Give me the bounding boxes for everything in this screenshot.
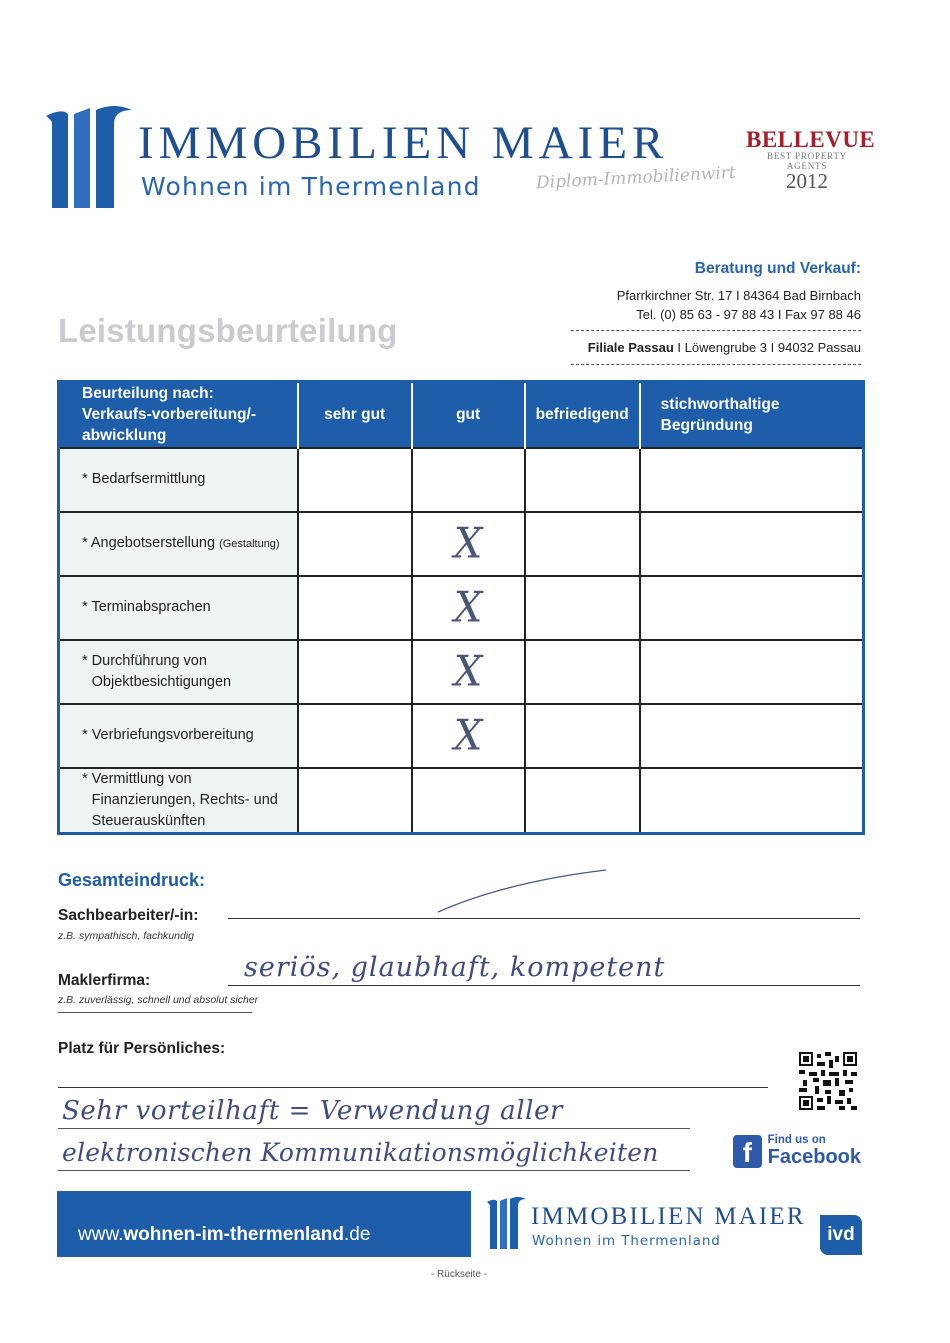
personal-text-line-2: elektronischen Kommunikationsmöglichkeiten bbox=[62, 1138, 659, 1167]
pen-stroke-icon bbox=[436, 868, 608, 916]
rating-table bbox=[57, 380, 865, 835]
logo-mark-icon bbox=[44, 104, 134, 210]
divider bbox=[571, 330, 861, 331]
criterion-label: Terminabsprachen bbox=[91, 599, 211, 615]
criterion-note: (Gestaltung) bbox=[219, 537, 280, 550]
facebook-badge[interactable] bbox=[733, 1131, 861, 1171]
criterion-cell bbox=[59, 640, 298, 704]
check-mark: X bbox=[453, 711, 483, 760]
divider bbox=[58, 1012, 252, 1013]
personal-text-line-1: Sehr vorteilhaft = Verwendung aller bbox=[62, 1096, 564, 1126]
facebook-text bbox=[768, 1134, 861, 1168]
check-mark: X bbox=[453, 647, 483, 696]
overall-heading: Gesamteindruck: bbox=[58, 870, 206, 890]
cell-very-good[interactable] bbox=[298, 640, 412, 704]
cell-reason[interactable] bbox=[640, 768, 864, 834]
brand-tagline: Wohnen im Thermenland bbox=[141, 172, 481, 201]
table-row bbox=[59, 448, 864, 512]
header-criteria bbox=[59, 382, 298, 448]
agent-hint: z.B. sympathisch, fachkundig bbox=[58, 930, 194, 942]
contact-phone: Tel. (0) 85 63 - 97 88 43 I Fax 97 88 46 bbox=[636, 307, 861, 322]
cell-satisfactory[interactable] bbox=[525, 768, 640, 834]
qr-code-icon[interactable] bbox=[799, 1052, 857, 1110]
personal-line[interactable] bbox=[58, 1170, 690, 1171]
cell-reason[interactable] bbox=[640, 512, 864, 576]
award-subtitle: BEST PROPERTY AGENTS bbox=[767, 151, 847, 171]
criterion-cell bbox=[59, 576, 298, 640]
criterion-label: Durchführung von Objektbesichtigungen bbox=[91, 652, 232, 690]
cell-good[interactable] bbox=[412, 512, 525, 576]
bullet: * bbox=[82, 471, 88, 487]
branch-address: I Löwengrube 3 I 94032 Passau bbox=[673, 340, 861, 355]
table-row bbox=[59, 704, 864, 768]
cell-good[interactable] bbox=[412, 576, 525, 640]
table-row bbox=[59, 640, 864, 704]
table-row bbox=[59, 576, 864, 640]
cell-very-good[interactable] bbox=[298, 768, 412, 834]
criterion-label: Verbriefungsvorbereitung bbox=[91, 727, 254, 743]
header-criteria-bold: Beurteilung nach: bbox=[82, 385, 214, 403]
footer-logo-mark-icon bbox=[486, 1196, 526, 1250]
branch-line bbox=[571, 338, 861, 357]
document-title: Leistungsbeurteilung bbox=[58, 312, 398, 349]
agent-answer-line[interactable] bbox=[228, 918, 860, 919]
personal-label: Platz für Persönliches: bbox=[58, 1040, 226, 1057]
bullet: * bbox=[82, 534, 88, 551]
cell-good[interactable] bbox=[412, 704, 525, 768]
table-header-row bbox=[59, 382, 864, 448]
cell-reason[interactable] bbox=[640, 576, 864, 640]
firm-label: Maklerfirma: bbox=[58, 972, 151, 989]
handwritten-title: Diplom-Immobilienwirt bbox=[535, 162, 737, 194]
branch-label: Filiale Passau bbox=[587, 340, 674, 355]
table-row bbox=[59, 768, 864, 834]
bullet: * bbox=[82, 727, 88, 743]
facebook-text-bottom: Facebook bbox=[767, 1146, 861, 1168]
criterion-cell bbox=[59, 768, 298, 834]
cell-good[interactable] bbox=[412, 640, 525, 704]
divider bbox=[571, 364, 861, 365]
facebook-text-top: Find us on bbox=[767, 1134, 826, 1146]
agent-label: Sachbearbeiter/-in: bbox=[58, 907, 199, 924]
header-satisfactory: befriedigend bbox=[525, 382, 640, 448]
personal-line[interactable] bbox=[58, 1087, 768, 1088]
award-badge bbox=[746, 127, 876, 194]
cell-very-good[interactable] bbox=[298, 448, 412, 512]
cell-very-good[interactable] bbox=[298, 512, 412, 576]
cell-very-good[interactable] bbox=[298, 704, 412, 768]
cell-very-good[interactable] bbox=[298, 576, 412, 640]
criterion-label: Bedarfsermittlung bbox=[91, 471, 206, 487]
table-row bbox=[59, 512, 864, 576]
cell-satisfactory[interactable] bbox=[525, 704, 640, 768]
cell-good[interactable] bbox=[412, 448, 525, 512]
check-mark: X bbox=[453, 583, 483, 632]
header-criteria-rest: Verkaufs-vorbereitung/-abwicklung bbox=[82, 406, 256, 445]
check-mark: X bbox=[453, 519, 483, 568]
url-prefix: www. bbox=[78, 1224, 124, 1245]
cell-satisfactory[interactable] bbox=[525, 448, 640, 512]
firm-answer-line[interactable] bbox=[228, 985, 860, 986]
url-suffix: .de bbox=[344, 1224, 371, 1245]
brand-name: IMMOBILIEN MAIER bbox=[138, 117, 669, 169]
award-year: 2012 bbox=[786, 169, 828, 193]
website-link[interactable] bbox=[78, 1224, 370, 1246]
criterion-label: Vermittlung von Finanzierungen, Rechts- und Steuerauskünften bbox=[91, 770, 278, 829]
firm-value: seriös, glaubhaft, kompetent bbox=[244, 952, 666, 983]
url-domain: wohnen-im-thermenland bbox=[123, 1224, 345, 1245]
facebook-icon: f bbox=[733, 1135, 762, 1168]
ivd-badge: ivd bbox=[820, 1215, 862, 1255]
award-title: BELLEVUE bbox=[746, 127, 876, 152]
criterion-cell bbox=[59, 512, 298, 576]
footer-brand-tagline: Wohnen im Thermenland bbox=[532, 1233, 721, 1249]
cell-reason[interactable] bbox=[640, 640, 864, 704]
contact-address: Pfarrkirchner Str. 17 I 84364 Bad Birnbach bbox=[616, 288, 861, 303]
firm-hint: z.B. zuverlässig, schnell und absolut sicher bbox=[58, 994, 259, 1006]
criterion-label: Angebotserstellung bbox=[90, 534, 220, 551]
cell-satisfactory[interactable] bbox=[525, 512, 640, 576]
cell-reason[interactable] bbox=[640, 448, 864, 512]
cell-good[interactable] bbox=[412, 768, 525, 834]
contact-block bbox=[571, 260, 861, 372]
bullet: * bbox=[82, 652, 88, 669]
header-very-good: sehr gut bbox=[298, 382, 412, 448]
personal-line[interactable] bbox=[58, 1128, 690, 1129]
criterion-cell bbox=[59, 448, 298, 512]
bullet: * bbox=[82, 599, 88, 615]
page-note: - Rückseite - bbox=[430, 1269, 488, 1280]
cell-reason[interactable] bbox=[640, 704, 864, 768]
header-reason: stichworthaltige Begründung bbox=[640, 382, 864, 448]
cell-satisfactory[interactable] bbox=[525, 576, 640, 640]
cell-satisfactory[interactable] bbox=[525, 640, 640, 704]
bullet: * bbox=[82, 770, 88, 787]
contact-heading: Beratung und Verkauf: bbox=[694, 260, 861, 277]
criterion-cell bbox=[59, 704, 298, 768]
header-good: gut bbox=[412, 382, 525, 448]
footer-brand-name: IMMOBILIEN MAIER bbox=[531, 1203, 806, 1230]
